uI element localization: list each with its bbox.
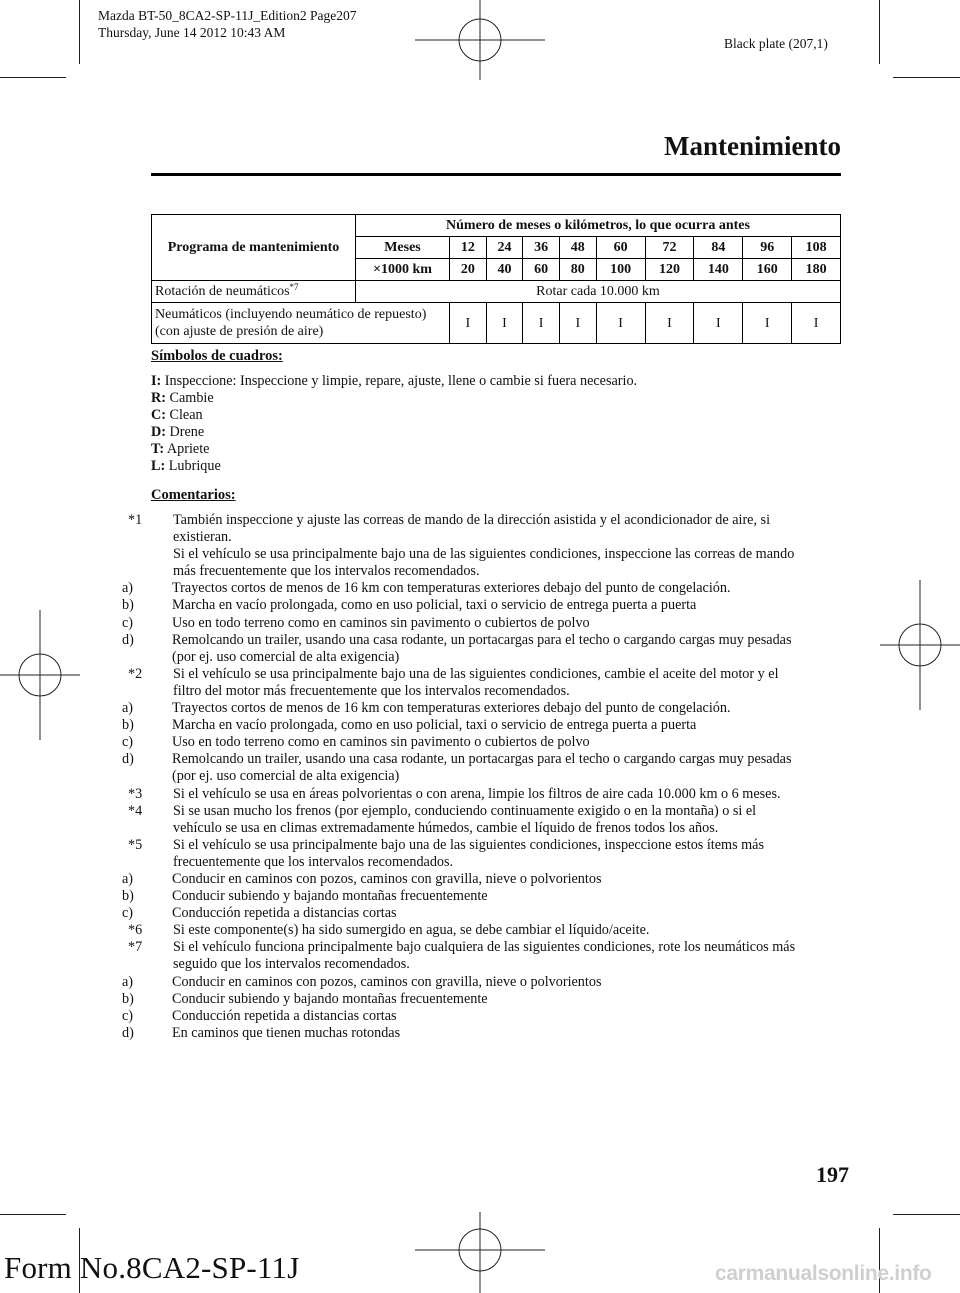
comment-subitem xyxy=(122,888,842,905)
note-marker: b) xyxy=(122,597,134,614)
symbol-text: Apriete xyxy=(166,441,210,457)
comment-note xyxy=(122,939,842,973)
symbol-item xyxy=(151,373,841,390)
inspect-cell: I xyxy=(523,303,560,344)
note-marker: b) xyxy=(122,717,134,734)
note-line: Trayectos cortos de menos de 16 km con temperaturas exteriores debajo del punto de congelación. xyxy=(172,580,731,597)
crop-mark xyxy=(0,77,66,78)
note-line: vehículo se usa en climas extremadamente húmedos, cambie el líquido de frenos todos los años. xyxy=(173,819,719,836)
months-cell: 12 xyxy=(450,237,487,259)
comment-subitem xyxy=(122,597,842,614)
registration-mark-bottom xyxy=(415,1212,545,1293)
program-header-cell: Programa de mantenimiento xyxy=(152,215,356,281)
note-line: Conducir subiendo y bajando montañas frecuentemente xyxy=(172,990,488,1007)
note-line: Marcha en vacío prolongada, como en uso policial, taxi o servicio de entrega puerta a puerta xyxy=(172,717,697,734)
inspect-cell: I xyxy=(743,303,792,344)
note-line: Uso en todo terreno como en caminos sin pavimento o cubiertos de polvo xyxy=(172,614,590,631)
note-line: Si el vehículo se usa principalmente bajo una de las siguientes condiciones, cambie el aceite del motor y el xyxy=(173,665,779,682)
symbol-key: T: xyxy=(151,441,165,457)
note-marker: *5 xyxy=(128,836,143,853)
row-label: Rotación de neumáticos xyxy=(155,283,290,299)
note-line: Si el vehículo se usa principalmente bajo una de las siguientes condiciones, inspeccione las correas de mando xyxy=(173,546,795,563)
interval-header-cell: Número de meses o kilómetros, lo que ocurra antes xyxy=(356,215,841,237)
registration-mark-right xyxy=(880,580,960,710)
note-line: También inspeccione y ajuste las correas de mando de la dirección asistida y el acondicionador de aire, si xyxy=(173,512,771,528)
comments-heading: Comentarios: xyxy=(151,487,236,503)
note-line: Trayectos cortos de menos de 16 km con temperaturas exteriores debajo del punto de congelación. xyxy=(172,700,731,717)
comment-subitem xyxy=(122,700,842,717)
months-cell: 60 xyxy=(596,237,645,259)
note-line: existieran. xyxy=(173,529,232,546)
km-cell: 100 xyxy=(596,259,645,281)
km-cell: 60 xyxy=(523,259,560,281)
table-row xyxy=(152,281,841,303)
km-cell: 160 xyxy=(743,259,792,281)
months-cell: 24 xyxy=(486,237,523,259)
comment-subitem xyxy=(122,905,842,922)
note-line: Si se usan mucho los frenos (por ejemplo, conduciendo continuamente exigido o en la montaña) o si el xyxy=(173,802,757,819)
comment-subitem xyxy=(122,580,842,597)
km-cell: 80 xyxy=(559,259,596,281)
note-marker: a) xyxy=(122,870,134,887)
symbol-item xyxy=(151,424,841,441)
note-line: Si el vehículo se usa principalmente bajo una de las siguientes condiciones, inspeccione estos ítems más xyxy=(173,836,764,853)
note-line: (por ej. uso comercial de alta exigencia) xyxy=(172,648,400,665)
note-line: Conducción repetida a distancias cortas xyxy=(172,905,397,922)
crop-mark xyxy=(879,0,880,64)
symbol-key: R: xyxy=(151,390,166,406)
months-cell: 48 xyxy=(559,237,596,259)
note-line: Uso en todo terreno como en caminos sin pavimento o cubiertos de polvo xyxy=(172,734,590,751)
crop-mark xyxy=(893,77,960,78)
km-cell: 120 xyxy=(645,259,694,281)
months-label-cell: Meses xyxy=(356,237,450,259)
page-number: 197 xyxy=(816,1162,849,1187)
symbol-key: L: xyxy=(151,458,166,474)
note-marker: d) xyxy=(122,631,134,648)
print-date-line: Thursday, June 14 2012 10:43 AM xyxy=(98,25,286,40)
note-line: Si el vehículo funciona principalmente bajo cualquiera de las siguientes condiciones, rote los neumáticos más xyxy=(173,939,796,956)
note-marker: d) xyxy=(122,1024,134,1041)
registration-mark-left xyxy=(0,610,80,740)
note-line: seguido que los intervalos recomendados. xyxy=(173,956,410,973)
note-line: Conducción repetida a distancias cortas xyxy=(172,1007,397,1024)
maintenance-table xyxy=(151,214,841,344)
symbol-text: Inspeccione: Inspeccione y limpie, repare, ajuste, llene o cambie si fuera necesario. xyxy=(164,373,638,389)
note-marker: *6 xyxy=(128,922,143,939)
note-line: Remolcando un trailer, usando una casa rodante, un portacargas para el techo o cargando cargas muy pesadas xyxy=(172,751,792,768)
crop-mark xyxy=(0,1214,66,1215)
registration-mark-top xyxy=(415,0,545,80)
symbol-item xyxy=(151,407,841,424)
row-label: (con ajuste de presión de aire) xyxy=(155,324,324,339)
table-row xyxy=(152,303,841,344)
inspect-cell: I xyxy=(694,303,743,344)
inspect-cell: I xyxy=(645,303,694,344)
comments-list xyxy=(122,512,842,1042)
km-label-cell: ×1000 km xyxy=(356,259,450,281)
row-label-cell xyxy=(152,281,356,303)
note-marker: c) xyxy=(122,734,134,751)
km-cell: 40 xyxy=(486,259,523,281)
inspect-cell: I xyxy=(559,303,596,344)
comment-subitem xyxy=(122,1008,842,1025)
note-line: filtro del motor más frecuentemente que los intervalos recomendados. xyxy=(173,682,570,699)
km-cell: 140 xyxy=(694,259,743,281)
note-marker: c) xyxy=(122,905,134,922)
months-cell: 72 xyxy=(645,237,694,259)
symbol-item xyxy=(151,390,841,407)
note-marker: *4 xyxy=(128,802,143,819)
km-cell: 180 xyxy=(792,259,841,281)
note-marker: a) xyxy=(122,700,134,717)
row-label-cell xyxy=(152,303,450,344)
note-marker: c) xyxy=(122,1007,134,1024)
note-marker: a) xyxy=(122,580,134,597)
comment-note xyxy=(122,512,842,580)
comment-subitem xyxy=(122,734,842,751)
symbol-key: I: xyxy=(151,373,162,389)
months-cell: 84 xyxy=(694,237,743,259)
comment-subitem xyxy=(122,1025,842,1042)
comment-subitem xyxy=(122,871,842,888)
inspect-cell: I xyxy=(450,303,487,344)
inspect-cell: I xyxy=(486,303,523,344)
comment-subitem xyxy=(122,974,842,991)
symbol-item xyxy=(151,458,841,475)
comment-subitem xyxy=(122,717,842,734)
note-line: Marcha en vacío prolongada, como en uso policial, taxi o servicio de entrega puerta a puerta xyxy=(172,597,697,614)
comment-subitem xyxy=(122,991,842,1008)
comment-subitem xyxy=(122,751,842,785)
symbol-text: Clean xyxy=(169,407,203,423)
footnote-ref: *7 xyxy=(289,281,299,292)
note-line: frecuentemente que los intervalos recomendados. xyxy=(173,853,454,870)
watermark-text: carmanualsonline.info xyxy=(715,1262,932,1285)
symbol-key: C: xyxy=(151,407,166,423)
comment-note xyxy=(122,666,842,700)
row-label: Neumáticos (incluyendo neumático de repuesto) xyxy=(155,307,427,322)
note-line: Conducir en caminos con pozos, caminos con gravilla, nieve o polvorientos xyxy=(172,973,602,990)
title-rule xyxy=(151,173,841,176)
form-number: Form No.8CA2-SP-11J xyxy=(4,1250,300,1285)
note-line: Si este componente(s) ha sido sumergido en agua, se debe cambiar el líquido/aceite. xyxy=(173,922,650,939)
note-marker: b) xyxy=(122,888,134,905)
rotation-value-cell: Rotar cada 10.000 km xyxy=(356,281,841,303)
crop-mark xyxy=(893,1214,960,1215)
months-cell: 96 xyxy=(743,237,792,259)
comment-note xyxy=(122,803,842,837)
symbol-text: Drene xyxy=(169,424,205,440)
note-marker: *3 xyxy=(128,785,143,802)
note-marker: d) xyxy=(122,751,134,768)
black-plate-label: Black plate (207,1) xyxy=(724,36,828,51)
comment-subitem xyxy=(122,632,842,666)
note-marker: a) xyxy=(122,973,134,990)
comment-subitem xyxy=(122,615,842,632)
note-line: Conducir en caminos con pozos, caminos con gravilla, nieve o polvorientos xyxy=(172,870,602,887)
table-header-row xyxy=(152,215,841,237)
comment-note xyxy=(122,922,842,939)
note-line: Conducir subiendo y bajando montañas frecuentemente xyxy=(172,888,488,905)
symbols-heading: Símbolos de cuadros: xyxy=(151,348,283,364)
symbols-list xyxy=(151,373,841,475)
inspect-cell: I xyxy=(792,303,841,344)
file-info-line: Mazda BT-50_8CA2-SP-11J_Edition2 Page207 xyxy=(98,8,357,23)
note-line: más frecuentemente que los intervalos recomendados. xyxy=(173,563,480,580)
inspect-cell: I xyxy=(596,303,645,344)
note-line: Remolcando un trailer, usando una casa rodante, un portacargas para el techo o cargando cargas muy pesadas xyxy=(172,631,792,648)
symbol-key: D: xyxy=(151,424,166,440)
note-marker: *7 xyxy=(128,939,143,956)
symbol-item xyxy=(151,441,841,458)
symbol-text: Lubrique xyxy=(168,458,221,474)
note-marker: b) xyxy=(122,990,134,1007)
months-cell: 36 xyxy=(523,237,560,259)
months-cell: 108 xyxy=(792,237,841,259)
comment-note xyxy=(122,837,842,871)
note-marker: *2 xyxy=(128,665,143,682)
note-line: Si el vehículo se usa en áreas polvorientas o con arena, limpie los filtros de aire cada 10.000 km o 6 meses. xyxy=(173,785,781,802)
comment-note xyxy=(122,786,842,803)
note-marker: *1 xyxy=(128,512,143,528)
symbol-text: Cambie xyxy=(169,390,214,406)
note-marker: c) xyxy=(122,614,134,631)
km-cell: 20 xyxy=(450,259,487,281)
note-line: (por ej. uso comercial de alta exigencia) xyxy=(172,768,400,785)
section-title: Mantenimiento xyxy=(664,131,841,161)
note-line: En caminos que tienen muchas rotondas xyxy=(172,1024,401,1041)
crop-mark xyxy=(79,0,80,64)
